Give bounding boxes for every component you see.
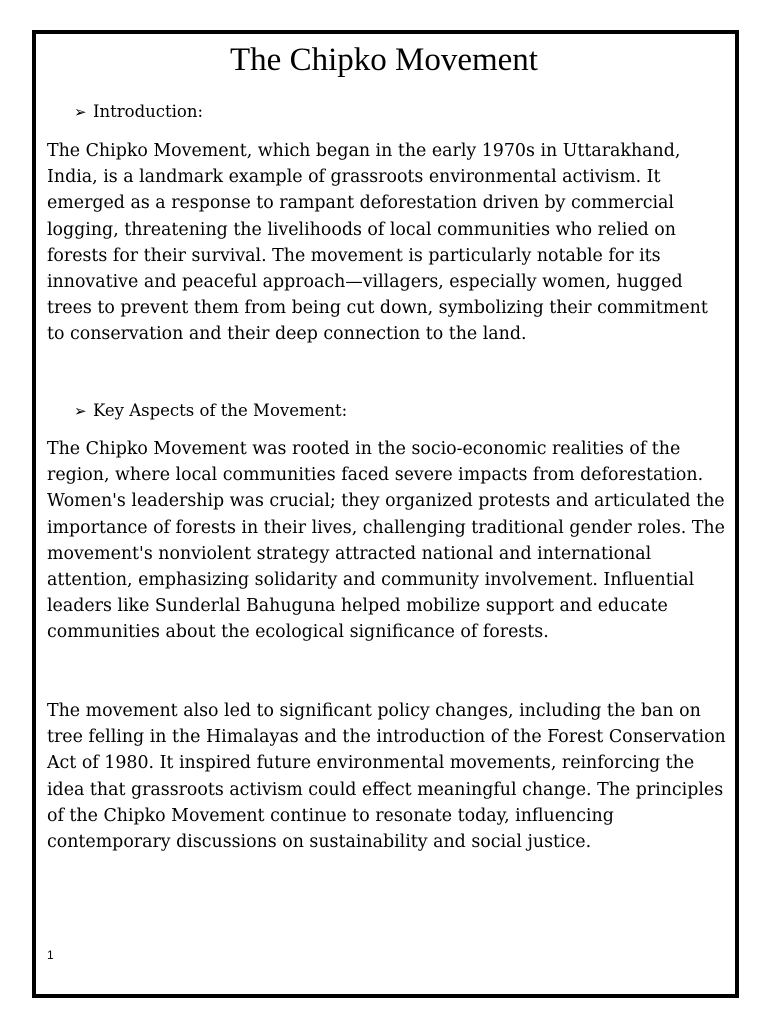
paragraph-line: trees to prevent them from being cut down, symbolizing their commitment (47, 298, 708, 319)
section-heading-key-aspects (74, 401, 347, 420)
paragraph-line: leaders like Sunderlal Bahuguna helped mobilize support and educate (47, 596, 668, 617)
paragraph-line: to conservation and their deep connection to the land. (47, 324, 527, 345)
section-heading-label: Introduction: (93, 102, 204, 121)
paragraph-line: of the Chipko Movement continue to resonate today, influencing (47, 805, 614, 826)
paragraph-line: emerged as a response to rampant deforestation driven by commercial (47, 193, 674, 214)
paragraph-line: Act of 1980. It inspired future environmental movements, reinforcing the (47, 753, 695, 774)
paragraph-line: idea that grassroots activism could effect meaningful change. The principles (47, 779, 724, 800)
paragraph-line: movement's nonviolent strategy attracted national and international (47, 543, 652, 564)
paragraph-line: innovative and peaceful approach—villagers, especially women, hugged (47, 272, 683, 293)
document-title: The Chipko Movement (230, 42, 538, 78)
paragraph-line: region, where local communities faced severe impacts from deforestation. (47, 465, 704, 486)
paragraph-line: The Chipko Movement, which began in the early 1970s in Uttarakhand, (47, 141, 681, 161)
paragraph-line: communities about the ecological significance of forests. (47, 622, 549, 643)
key-aspects-paragraph (47, 436, 737, 646)
introduction-paragraph (47, 138, 737, 348)
paragraph-line: contemporary discussions on sustainability and social justice. (47, 832, 592, 853)
paragraph-line: attention, emphasizing solidarity and community involvement. Influential (47, 570, 695, 591)
paragraph-line: India, is a landmark example of grassroots environmental activism. It (47, 167, 661, 188)
paragraph-line: logging, threatening the livelihoods of local communities who relied on (47, 219, 676, 240)
paragraph-line: The movement also led to significant policy changes, including the ban on (47, 701, 701, 721)
closing-paragraph (47, 698, 737, 855)
paragraph-line: forests for their survival. The movement is particularly notable for its (47, 245, 661, 266)
section-heading-label: Key Aspects of the Movement: (93, 401, 348, 420)
paragraph-line: tree felling in the Himalayas and the introduction of the Forest Conservation (47, 727, 726, 748)
paragraph-line: Women's leadership was crucial; they organized protests and articulated the (47, 491, 725, 512)
page-number: 1 (47, 948, 54, 962)
arrow-bullet-icon: ➢ (74, 402, 87, 420)
paragraph-line: importance of forests in their lives, challenging traditional gender roles. The (47, 517, 725, 538)
arrow-bullet-icon: ➢ (74, 103, 87, 121)
section-heading-introduction (74, 102, 203, 121)
paragraph-line: The Chipko Movement was rooted in the socio-economic realities of the (47, 439, 681, 459)
